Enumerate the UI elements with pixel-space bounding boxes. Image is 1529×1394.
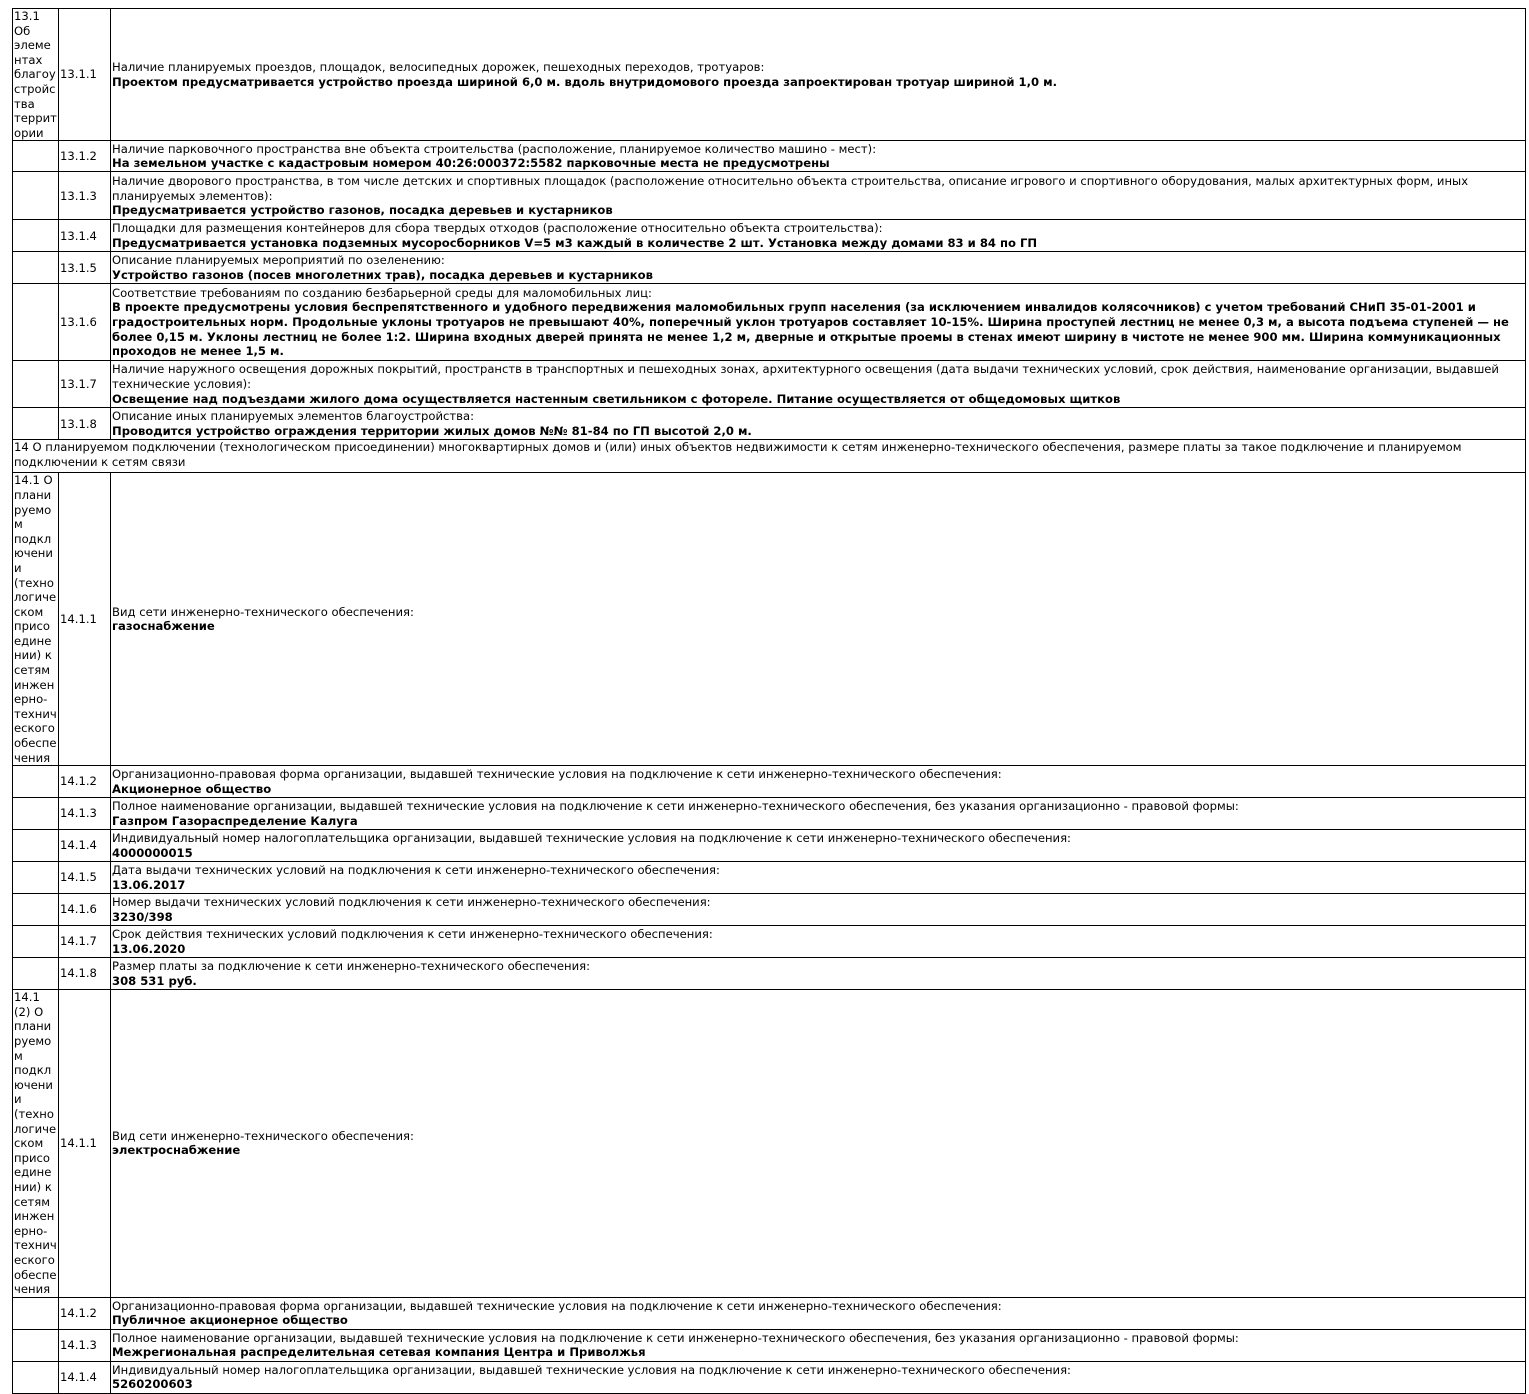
- item-label: Дата выдачи технических условий на подключения к сети инженерно-технического обеспечения:: [112, 863, 720, 878]
- table-row: [13, 798, 1526, 830]
- section-title: 13.1 Об элементах благоустройства территории: [14, 9, 57, 140]
- item-label: Описание иных планируемых элементов благоустройства:: [112, 409, 475, 424]
- item-cell: [111, 766, 1526, 798]
- item-value: 13.06.2017: [112, 877, 186, 892]
- item-label: Наличие дворового пространства, в том числе детских и спортивных площадок (расположение относительно объекта строительства, описание игрового и спортивного оборудования, малых архитектурных форм, иных планируемых элементов):: [112, 173, 1469, 203]
- item-number: 13.1.8: [59, 408, 111, 440]
- item-label: Наличие планируемых проездов, площадок, велосипедных дорожек, пешеходных переходов, тротуаров:: [112, 60, 765, 75]
- item-number: 13.1.7: [59, 361, 111, 408]
- item-cell: [111, 1329, 1526, 1361]
- item-value: Межрегиональная распределительная сетевая компания Центра и Приволжья: [112, 1345, 646, 1360]
- item-number: 14.1.3: [59, 798, 111, 830]
- section-title-cell: [13, 9, 59, 141]
- item-number: 14.1.6: [59, 894, 111, 926]
- item-cell: [111, 220, 1526, 252]
- item-cell: [111, 141, 1526, 172]
- item-value: газоснабжение: [112, 619, 215, 634]
- item-cell: [111, 252, 1526, 284]
- table-row: [13, 1329, 1526, 1361]
- item-number: 14.1.3: [59, 1329, 111, 1361]
- item-label: Наличие наружного освещения дорожных покрытий, пространств в транспортных и пешеходных зонах, архитектурного освещения (дата выдачи технических условий, срок действия, наименование организации, выдавшей технические условия):: [112, 362, 1499, 392]
- item-cell: [111, 172, 1526, 220]
- item-number: 14.1.2: [59, 1297, 111, 1329]
- table-row: [13, 172, 1526, 220]
- item-cell: [111, 473, 1526, 766]
- table-row: [13, 141, 1526, 172]
- item-cell: [111, 9, 1526, 141]
- item-number: 13.1.3: [59, 172, 111, 220]
- item-cell: [111, 284, 1526, 361]
- item-value: Проектом предусматривается устройство проезда шириной 6,0 м. вдоль внутридомового проезда запроектирован тротуар шириной 1,0 м.: [112, 74, 1057, 89]
- item-number: 13.1.2: [59, 141, 111, 172]
- item-label: Описание планируемых мероприятий по озеленению:: [112, 253, 445, 268]
- item-label: Вид сети инженерно-технического обеспечения:: [112, 1128, 414, 1143]
- table-row: [13, 830, 1526, 862]
- item-label: Размер платы за подключение к сети инженерно-технического обеспечения:: [112, 959, 591, 974]
- item-label: Площадки для размещения контейнеров для сбора твердых отходов (расположение относительно объекта строительства):: [112, 221, 883, 236]
- item-number: 14.1.1: [59, 473, 111, 766]
- item-value: 4000000015: [112, 845, 193, 860]
- table-row: [13, 1361, 1526, 1393]
- item-cell: [111, 1297, 1526, 1329]
- item-value: Проводится устройство ограждения территории жилых домов №№ 81-84 по ГП высотой 2,0 м.: [112, 423, 752, 438]
- item-label: Полное наименование организации, выдавшей технические условия на подключение к сети инженерно-технического обеспечения, без указания организационно - правовой формы:: [112, 1330, 1239, 1345]
- item-label: Наличие парковочного пространства вне объекта строительства (расположение, планируемое количество машино - мест):: [112, 141, 877, 156]
- item-number: 14.1.4: [59, 1361, 111, 1393]
- item-value: В проекте предусмотрены условия беспрепятственного и удобного передвижения маломобильных групп населения (за исключением инвалидов колясочников) с учетом требований СНиП 35-01-2001 и градостроительных норм. Продольные уклоны тротуаров не превышают 40%, поперечный уклон тротуаров составляет 10-15%. Ширина проступей лестниц не менее 0,3 м, а высота подъема ступеней — не более 0,15 м. Уклоны лестниц не более 1:2. Ширина входных дверей принята не менее 1,2 м, дверные и открытые проемы в стенах имеют ширину в чистоте не менее 900 мм. Ширина коммуникационных проходов не менее 1,5 м.: [112, 300, 1509, 359]
- item-cell: [111, 798, 1526, 830]
- table-row: [13, 926, 1526, 958]
- item-number: 14.1.5: [59, 862, 111, 894]
- table-row: [13, 766, 1526, 798]
- item-number: 13.1.4: [59, 220, 111, 252]
- section-title: 14.1 (2) О планируемом подключении (технологическом присоединении) к сетям инженерно-технического обеспечения: [14, 990, 57, 1297]
- item-label: Номер выдачи технических условий подключения к сети инженерно-технического обеспечения:: [112, 895, 711, 910]
- section-header-row: [13, 440, 1526, 473]
- item-value: 13.06.2020: [112, 941, 186, 956]
- table-row: [13, 990, 1526, 1297]
- table-row: [13, 1297, 1526, 1329]
- item-cell: [111, 990, 1526, 1297]
- table-row: [13, 408, 1526, 440]
- item-number: 14.1.2: [59, 766, 111, 798]
- item-number: 14.1.1: [59, 990, 111, 1297]
- item-label: Полное наименование организации, выдавшей технические условия на подключение к сети инженерно-технического обеспечения, без указания организационно - правовой формы:: [112, 799, 1239, 814]
- item-value: Акционерное общество: [112, 781, 272, 796]
- item-cell: [111, 926, 1526, 958]
- item-value: Газпром Газораспределение Калуга: [112, 813, 358, 828]
- item-label: Соответствие требованиям по созданию безбарьерной среды для маломобильных лиц:: [112, 285, 652, 300]
- section-header: 14 О планируемом подключении (технологическом присоединении) многоквартирных домов и (или) иных объектов недвижимости к сетям инженерно-технического обеспечения, размере платы за такое подключение и планируемом подключении к сетям связи: [13, 440, 1526, 473]
- table-row: [13, 220, 1526, 252]
- item-cell: [111, 1361, 1526, 1393]
- section-title: 14.1 О планируемом подключении (технологическом присоединении) к сетям инженерно-технического обеспечения: [14, 473, 57, 765]
- item-value: 3230/398: [112, 909, 173, 924]
- item-value: Предусматривается устройство газонов, посадка деревьев и кустарников: [112, 203, 613, 218]
- item-label: Организационно-правовая форма организации, выдавшей технические условия на подключение к сети инженерно-технического обеспечения:: [112, 1298, 1002, 1313]
- item-value: Освещение над подъездами жилого дома осуществляется настенным светильником с фотореле. Питание осуществляется от общедомовых щитков: [112, 391, 1121, 406]
- table-row: [13, 252, 1526, 284]
- item-label: Организационно-правовая форма организации, выдавшей технические условия на подключение к сети инженерно-технического обеспечения:: [112, 767, 1002, 782]
- item-value: Устройство газонов (посев многолетних трав), посадка деревьев и кустарников: [112, 267, 653, 282]
- section-title-cell: [13, 990, 59, 1297]
- item-value: электроснабжение: [112, 1143, 241, 1158]
- item-number: 14.1.7: [59, 926, 111, 958]
- table-row: [13, 284, 1526, 361]
- item-label: Вид сети инженерно-технического обеспечения:: [112, 604, 414, 619]
- item-value: 5260200603: [112, 1377, 193, 1392]
- table-row: [13, 473, 1526, 766]
- item-cell: [111, 862, 1526, 894]
- item-number: 14.1.4: [59, 830, 111, 862]
- item-number: 13.1.5: [59, 252, 111, 284]
- item-label: Индивидуальный номер налогоплательщика организации, выдавшей технические условия на подключение к сети инженерно-технического обеспечения:: [112, 1362, 1071, 1377]
- table-row: [13, 862, 1526, 894]
- item-number: 13.1.6: [59, 284, 111, 361]
- table-row: [13, 361, 1526, 408]
- item-cell: [111, 361, 1526, 408]
- item-label: Индивидуальный номер налогоплательщика организации, выдавшей технические условия на подключение к сети инженерно-технического обеспечения:: [112, 831, 1071, 846]
- item-value: Предусматривается установка подземных мусоросборников V=5 м3 каждый в количестве 2 шт. Установка между домами 83 и 84 по ГП: [112, 235, 1038, 250]
- table-row: [13, 9, 1526, 141]
- item-number: 14.1.8: [59, 958, 111, 990]
- table-row: [13, 958, 1526, 990]
- item-value: Публичное акционерное общество: [112, 1313, 348, 1328]
- item-label: Срок действия технических условий подключения к сети инженерно-технического обеспечения:: [112, 927, 713, 942]
- item-number: 13.1.1: [59, 9, 111, 141]
- item-cell: [111, 408, 1526, 440]
- disclosure-table: [12, 8, 1526, 1394]
- item-cell: [111, 958, 1526, 990]
- table-row: [13, 894, 1526, 926]
- item-cell: [111, 830, 1526, 862]
- item-cell: [111, 894, 1526, 926]
- item-value: 308 531 руб.: [112, 973, 197, 988]
- item-value: На земельном участке с кадастровым номером 40:26:000372:5582 парковочные места не предусмотрены: [112, 156, 830, 171]
- section-title-cell: [13, 473, 59, 766]
